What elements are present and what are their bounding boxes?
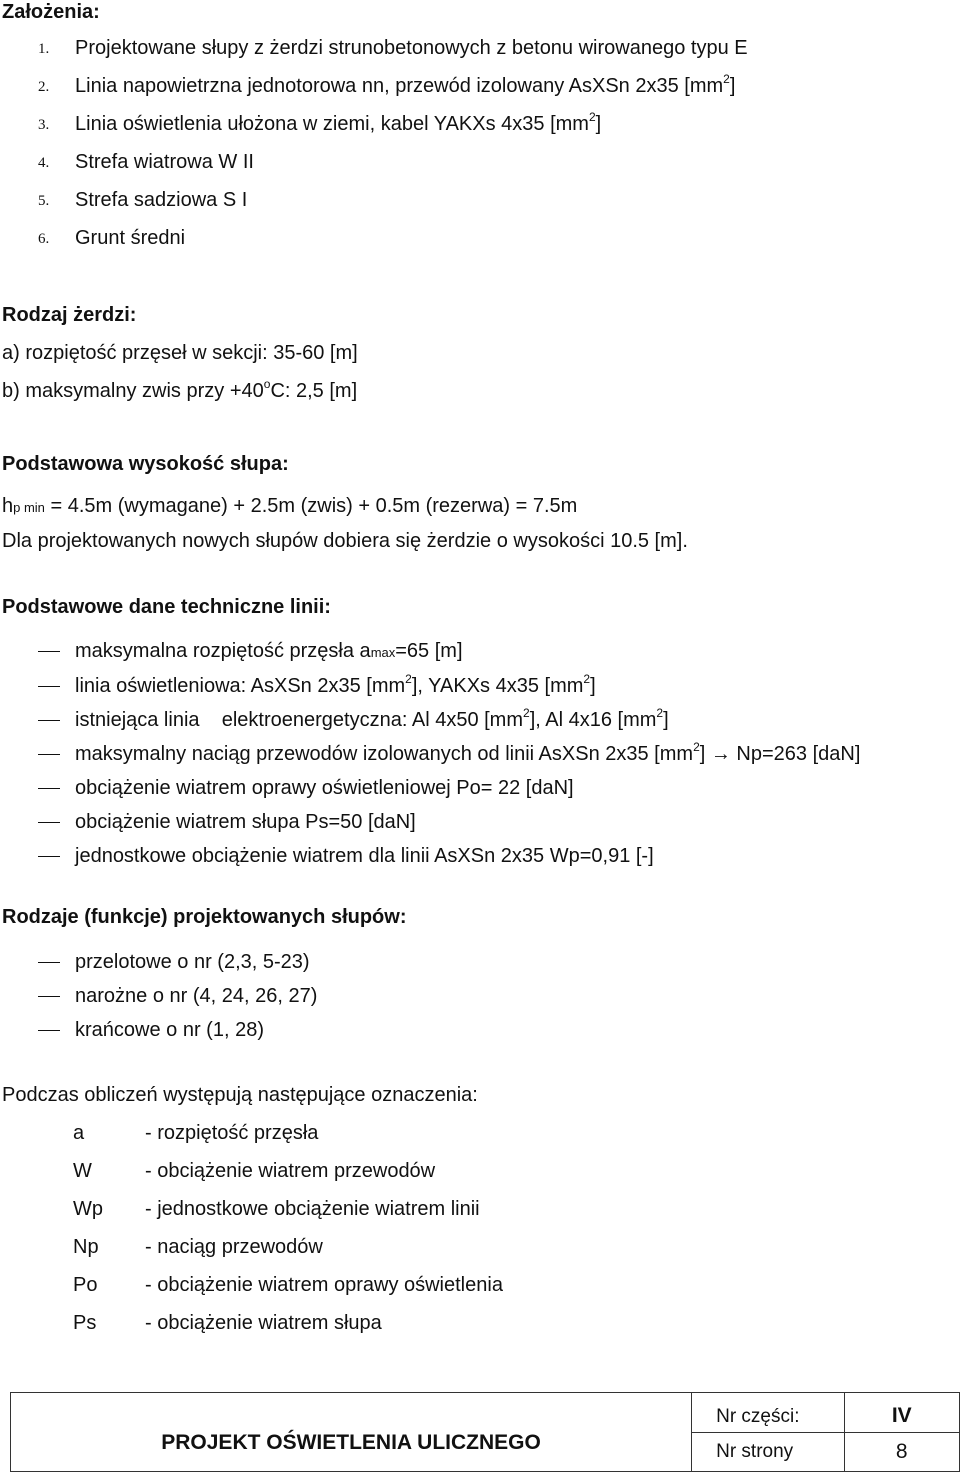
list-item: Projektowane słupy z żerdzi strunobetonowych z betonu wirowanego typu E xyxy=(75,37,748,59)
page-value: 8 xyxy=(844,1433,960,1472)
bullet-dash xyxy=(38,1030,60,1031)
list-item: przelotowe o nr (2,3, 5-23) xyxy=(75,951,310,973)
list-number: 5. xyxy=(38,193,50,209)
list-number: 4. xyxy=(38,155,50,171)
list-number: 1. xyxy=(38,41,50,57)
list-item: obciążenie wiatrem słupa Ps=50 [daN] xyxy=(75,811,416,833)
list-item: obciążenie wiatrem oprawy oświetleniowej Po= 22 [daN] xyxy=(75,777,574,799)
list-number: 2. xyxy=(38,79,50,95)
bullet-dash xyxy=(38,996,60,997)
symbol-desc: - obciążenie wiatrem oprawy oświetlenia xyxy=(145,1274,503,1296)
symbol-desc: - obciążenie wiatrem słupa xyxy=(145,1312,382,1334)
list-item: Strefa wiatrowa W II xyxy=(75,151,254,173)
bullet-dash xyxy=(38,962,60,963)
page-label: Nr strony xyxy=(692,1433,844,1472)
pole-type-heading: Rodzaj żerdzi: xyxy=(2,304,137,326)
list-item: narożne o nr (4, 24, 26, 27) xyxy=(75,985,318,1007)
symbol: W xyxy=(73,1160,92,1182)
part-value: IV xyxy=(844,1393,960,1433)
symbol-desc: - obciążenie wiatrem przewodów xyxy=(145,1160,436,1182)
symbol: a xyxy=(73,1122,85,1144)
bullet-dash xyxy=(38,788,60,789)
bullet-dash xyxy=(38,822,60,823)
bullet-dash xyxy=(38,856,60,857)
list-item: maksymalny naciąg przewodów izolowanych od linii AsXSn 2x35 $[mm^2] \to Np=263$ [daN] xyxy=(75,740,861,765)
pole-type-line-a: a) rozpiętość przęseł w sekcji: 35-60 [m] xyxy=(2,342,358,364)
footer-title: PROJEKT OŚWIETLENIA ULICZNEGO xyxy=(11,1393,692,1472)
height-note: Dla projektowanych nowych słupów dobiera się żerdzie o wysokości 10.5 [m]. xyxy=(2,530,688,552)
symbol: Po xyxy=(73,1274,98,1296)
height-formula: hp min = 4.5m (wymagane) + 2.5m (zwis) + 0.5m (rezerwa) = 7.5m xyxy=(2,495,578,517)
part-label: Nr części: xyxy=(692,1393,844,1433)
pole-kinds-heading: Rodzaje (funkcje) projektowanych słupów: xyxy=(2,906,407,928)
bullet-dash xyxy=(38,754,60,755)
bullet-dash xyxy=(38,686,60,687)
list-item: Strefa sadziowa S I xyxy=(75,189,248,211)
tech-data-heading: Podstawowe dane techniczne linii: xyxy=(2,596,331,618)
pole-type-line-b: b) maksymalny zwis przy $+40^oC$: 2,5 [m] xyxy=(2,377,358,402)
symbol: Ps xyxy=(73,1312,97,1334)
symbol-desc: - naciąg przewodów xyxy=(145,1236,323,1258)
symbol: Np xyxy=(73,1236,99,1258)
symbol: Wp xyxy=(73,1198,103,1220)
symbols-intro: Podczas obliczeń występują następujące oznaczenia: xyxy=(2,1084,478,1106)
list-item: krańcowe o nr (1, 28) xyxy=(75,1019,264,1041)
list-item: linia oświetleniowa: AsXSn 2x35 $[mm^2]$, YAKXs 4x35 $[mm^2]$ xyxy=(75,672,596,697)
list-item: istniejąca linia elektroenergetyczna: Al 4x50 $[mm^2]$, Al 4x16 $[mm^2]$ xyxy=(75,706,669,731)
list-item: Grunt średni xyxy=(75,227,186,249)
list-item: Linia napowietrzna jednotorowa nn, przewód izolowany AsXSn 2x35 $[mm^2]$ xyxy=(75,72,736,97)
list-item: jednostkowe obciążenie wiatrem dla linii AsXSn 2x35 Wp=0,91 [-] xyxy=(75,845,654,867)
list-item: Linia oświetlenia ułożona w ziemi, kabel YAKXs 4x35 $[mm^2]$ xyxy=(75,110,602,135)
list-number: 6. xyxy=(38,231,50,247)
assumptions-heading: Założenia: xyxy=(2,1,100,23)
symbol-desc: - jednostkowe obciążenie wiatrem linii xyxy=(145,1198,480,1220)
symbol-desc: - rozpiętość przęsła xyxy=(145,1122,319,1144)
list-item: maksymalna rozpiętość przęsła amax=65 [m] xyxy=(75,640,463,662)
bullet-dash xyxy=(38,651,60,652)
bullet-dash xyxy=(38,720,60,721)
base-height-heading: Podstawowa wysokość słupa: xyxy=(2,453,289,475)
footer-title-block xyxy=(10,1392,960,1472)
list-number: 3. xyxy=(38,117,50,133)
